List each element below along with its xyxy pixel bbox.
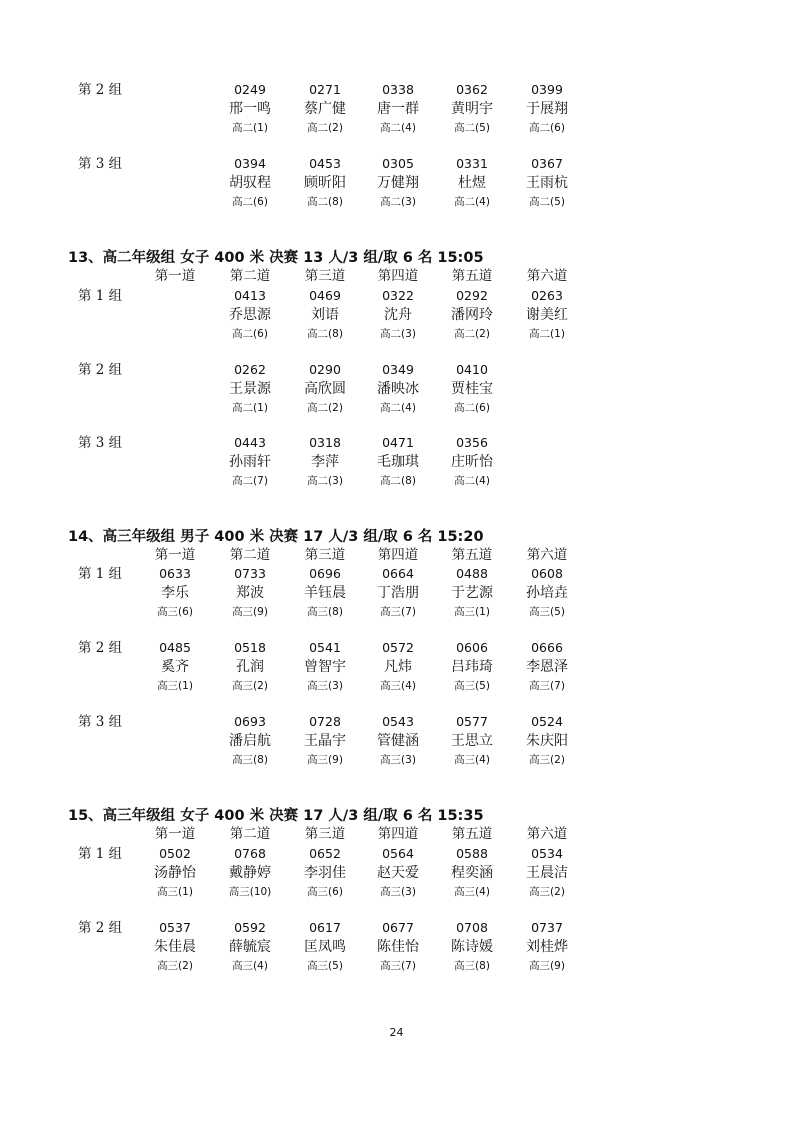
athlete-class: 高三(3) <box>380 754 416 766</box>
athlete-name: 孙雨轩 <box>229 454 271 470</box>
athlete-class: 高二(5) <box>529 196 565 208</box>
event-title: 15、高三年级组 女子 400 米 决赛 17 人/3 组/取 6 名 15:35 <box>68 808 484 824</box>
athlete-name: 孙培垚 <box>526 585 568 601</box>
sec12-group-2 <box>0 81 793 139</box>
bib-number: 0617 <box>309 920 341 935</box>
lane-label: 第四道 <box>377 268 419 284</box>
bib-number: 0768 <box>234 846 266 861</box>
bib-number: 0292 <box>456 288 488 303</box>
bib-number: 0537 <box>159 920 191 935</box>
sec13-group-2 <box>0 361 793 419</box>
lane-header-row <box>0 546 793 564</box>
athlete-class: 高三(8) <box>307 606 343 618</box>
lane-label: 第五道 <box>451 268 493 284</box>
athlete-name: 朱庆阳 <box>526 733 568 749</box>
athlete-name: 胡驭程 <box>229 175 271 191</box>
bib-number: 0677 <box>382 920 414 935</box>
athlete-name: 戴静婷 <box>229 865 271 881</box>
athlete-class: 高三(4) <box>232 960 268 972</box>
bib-number: 0262 <box>234 362 266 377</box>
athlete-name: 管健涵 <box>377 733 419 749</box>
bib-number: 0592 <box>234 920 266 935</box>
athlete-name: 刘桂烨 <box>526 939 568 955</box>
group-label: 第 1 组 <box>78 566 123 582</box>
athlete-name: 谢美红 <box>526 307 568 323</box>
group-label: 第 2 组 <box>78 640 123 656</box>
athlete-name: 蔡广健 <box>304 101 346 117</box>
athlete-class: 高三(7) <box>529 680 565 692</box>
lane-label: 第一道 <box>154 826 196 842</box>
bib-number: 0322 <box>382 288 414 303</box>
athlete-class: 高三(5) <box>529 606 565 618</box>
athlete-name: 黄明宇 <box>451 101 493 117</box>
bib-number: 0290 <box>309 362 341 377</box>
athlete-entry <box>427 434 517 489</box>
event-title: 13、高二年级组 女子 400 米 决赛 13 人/3 组/取 6 名 15:05 <box>68 250 484 266</box>
bib-number: 0471 <box>382 435 414 450</box>
athlete-name: 朱佳晨 <box>154 939 196 955</box>
athlete-name: 丁浩朋 <box>377 585 419 601</box>
bib-number: 0693 <box>234 714 266 729</box>
athlete-class: 高二(8) <box>307 328 343 340</box>
event-title: 14、高三年级组 男子 400 米 决赛 17 人/3 组/取 6 名 15:20 <box>68 529 484 545</box>
bib-number: 0413 <box>234 288 266 303</box>
athlete-name: 吕玮琦 <box>451 659 493 675</box>
bib-number: 0728 <box>309 714 341 729</box>
athlete-class: 高二(8) <box>380 475 416 487</box>
athlete-name: 孔润 <box>236 659 264 675</box>
athlete-name: 薛毓宸 <box>229 939 271 955</box>
athlete-class: 高二(4) <box>380 122 416 134</box>
sec13-group-3 <box>0 434 793 492</box>
bib-number: 0564 <box>382 846 414 861</box>
sec12-group-3 <box>0 155 793 213</box>
athlete-name: 王景源 <box>229 381 271 397</box>
athlete-name: 陈佳怡 <box>377 939 419 955</box>
athlete-class: 高三(5) <box>307 960 343 972</box>
athlete-class: 高三(8) <box>232 754 268 766</box>
athlete-class: 高二(8) <box>307 196 343 208</box>
bib-number: 0399 <box>531 82 563 97</box>
bib-number: 0485 <box>159 640 191 655</box>
athlete-name: 于艺源 <box>451 585 493 601</box>
athlete-name: 王晨洁 <box>526 865 568 881</box>
athlete-class: 高三(6) <box>307 886 343 898</box>
bib-number: 0338 <box>382 82 414 97</box>
athlete-class: 高三(10) <box>228 886 272 898</box>
group-label: 第 3 组 <box>78 156 123 172</box>
lane-label: 第三道 <box>304 547 346 563</box>
athlete-name: 曾智宇 <box>304 659 346 675</box>
group-label: 第 1 组 <box>78 846 123 862</box>
bib-number: 0577 <box>456 714 488 729</box>
athlete-class: 高三(2) <box>529 886 565 898</box>
athlete-entry <box>502 81 592 136</box>
athlete-entry <box>502 155 592 210</box>
group-label: 第 3 组 <box>78 435 123 451</box>
bib-number: 0737 <box>531 920 563 935</box>
athlete-class: 高三(7) <box>380 960 416 972</box>
bib-number: 0469 <box>309 288 341 303</box>
lane-label: 第一道 <box>154 268 196 284</box>
bib-number: 0606 <box>456 640 488 655</box>
athlete-name: 贾桂宝 <box>451 381 493 397</box>
athlete-class: 高二(6) <box>454 402 490 414</box>
lane-label: 第六道 <box>526 268 568 284</box>
bib-number: 0488 <box>456 566 488 581</box>
athlete-entry <box>427 361 517 416</box>
athlete-class: 高三(3) <box>307 680 343 692</box>
bib-number: 0362 <box>456 82 488 97</box>
athlete-name: 陈诗媛 <box>451 939 493 955</box>
bib-number: 0666 <box>531 640 563 655</box>
athlete-name: 邢一鸣 <box>229 101 271 117</box>
lane-label: 第三道 <box>304 268 346 284</box>
athlete-class: 高二(6) <box>232 328 268 340</box>
athlete-class: 高二(2) <box>307 402 343 414</box>
bib-number: 0696 <box>309 566 341 581</box>
lane-label: 第二道 <box>229 826 271 842</box>
athlete-class: 高二(2) <box>454 328 490 340</box>
bib-number: 0541 <box>309 640 341 655</box>
athlete-name: 李乐 <box>161 585 189 601</box>
bib-number: 0443 <box>234 435 266 450</box>
athlete-name: 王雨杭 <box>526 175 568 191</box>
page-number: 24 <box>389 1026 404 1039</box>
bib-number: 0249 <box>234 82 266 97</box>
bib-number: 0331 <box>456 156 488 171</box>
athlete-class: 高三(2) <box>157 960 193 972</box>
athlete-entry <box>502 713 592 768</box>
athlete-name: 高欣圆 <box>304 381 346 397</box>
bib-number: 0263 <box>531 288 563 303</box>
athlete-name: 潘启航 <box>229 733 271 749</box>
athlete-name: 王晶宇 <box>304 733 346 749</box>
lane-label: 第五道 <box>451 547 493 563</box>
athlete-entry <box>502 565 592 620</box>
athlete-name: 汤静怡 <box>154 865 196 881</box>
athlete-class: 高三(6) <box>157 606 193 618</box>
athlete-name: 李萍 <box>311 454 339 470</box>
athlete-name: 凡炜 <box>384 659 412 675</box>
lane-label: 第四道 <box>377 547 419 563</box>
athlete-name: 李恩泽 <box>526 659 568 675</box>
lane-label: 第三道 <box>304 826 346 842</box>
lane-label: 第二道 <box>229 268 271 284</box>
athlete-class: 高二(3) <box>380 196 416 208</box>
bib-number: 0608 <box>531 566 563 581</box>
athlete-class: 高二(3) <box>307 475 343 487</box>
athlete-name: 乔思源 <box>229 307 271 323</box>
lane-label: 第二道 <box>229 547 271 563</box>
athlete-class: 高三(8) <box>454 960 490 972</box>
athlete-class: 高二(4) <box>454 475 490 487</box>
athlete-class: 高三(4) <box>454 754 490 766</box>
athlete-entry <box>502 919 592 974</box>
sec14-group-1 <box>0 565 793 623</box>
group-label: 第 3 组 <box>78 714 123 730</box>
athlete-name: 程奕涵 <box>451 865 493 881</box>
athlete-class: 高三(4) <box>454 886 490 898</box>
athlete-class: 高三(3) <box>380 886 416 898</box>
athlete-class: 高二(4) <box>454 196 490 208</box>
athlete-entry <box>502 639 592 694</box>
lane-label: 第六道 <box>526 547 568 563</box>
bib-number: 0633 <box>159 566 191 581</box>
athlete-name: 万健翔 <box>377 175 419 191</box>
athlete-name: 杜煜 <box>458 175 486 191</box>
athlete-class: 高二(6) <box>232 196 268 208</box>
bib-number: 0367 <box>531 156 563 171</box>
athlete-class: 高三(1) <box>157 680 193 692</box>
athlete-class: 高二(7) <box>232 475 268 487</box>
group-label: 第 2 组 <box>78 362 123 378</box>
lane-label: 第六道 <box>526 826 568 842</box>
athlete-name: 羊钰晨 <box>304 585 346 601</box>
group-label: 第 2 组 <box>78 82 123 98</box>
athlete-class: 高三(1) <box>454 606 490 618</box>
bib-number: 0318 <box>309 435 341 450</box>
athlete-name: 匡凤鸣 <box>304 939 346 955</box>
bib-number: 0518 <box>234 640 266 655</box>
lane-label: 第一道 <box>154 547 196 563</box>
bib-number: 0356 <box>456 435 488 450</box>
bib-number: 0572 <box>382 640 414 655</box>
athlete-class: 高三(1) <box>157 886 193 898</box>
athlete-class: 高三(5) <box>454 680 490 692</box>
bib-number: 0305 <box>382 156 414 171</box>
bib-number: 0502 <box>159 846 191 861</box>
bib-number: 0708 <box>456 920 488 935</box>
bib-number: 0349 <box>382 362 414 377</box>
athlete-name: 庄昕怡 <box>451 454 493 470</box>
sec15-group-2 <box>0 919 793 977</box>
athlete-class: 高二(2) <box>307 122 343 134</box>
athlete-class: 高三(7) <box>380 606 416 618</box>
bib-number: 0534 <box>531 846 563 861</box>
athlete-name: 沈舟 <box>384 307 412 323</box>
bib-number: 0271 <box>309 82 341 97</box>
athlete-class: 高三(2) <box>529 754 565 766</box>
bib-number: 0733 <box>234 566 266 581</box>
athlete-name: 刘语 <box>311 307 339 323</box>
sec15-group-1 <box>0 845 793 903</box>
bib-number: 0652 <box>309 846 341 861</box>
lane-label: 第五道 <box>451 826 493 842</box>
athlete-name: 赵天爱 <box>377 865 419 881</box>
athlete-class: 高二(1) <box>232 122 268 134</box>
sec14-group-3 <box>0 713 793 771</box>
athlete-class: 高三(9) <box>529 960 565 972</box>
athlete-name: 王思立 <box>451 733 493 749</box>
athlete-name: 郑波 <box>236 585 264 601</box>
bib-number: 0524 <box>531 714 563 729</box>
athlete-class: 高三(9) <box>232 606 268 618</box>
athlete-class: 高二(3) <box>380 328 416 340</box>
athlete-class: 高二(5) <box>454 122 490 134</box>
athlete-class: 高二(6) <box>529 122 565 134</box>
athlete-class: 高三(9) <box>307 754 343 766</box>
athlete-class: 高三(2) <box>232 680 268 692</box>
sec14-group-2 <box>0 639 793 697</box>
bib-number: 0543 <box>382 714 414 729</box>
athlete-name: 潘网玲 <box>451 307 493 323</box>
bib-number: 0410 <box>456 362 488 377</box>
athlete-class: 高二(1) <box>232 402 268 414</box>
athlete-name: 奚齐 <box>161 659 189 675</box>
athlete-entry <box>502 845 592 900</box>
athlete-name: 顾昕阳 <box>304 175 346 191</box>
athlete-name: 毛珈琪 <box>377 454 419 470</box>
group-label: 第 1 组 <box>78 288 123 304</box>
athlete-entry <box>502 287 592 342</box>
athlete-name: 潘映冰 <box>377 381 419 397</box>
bib-number: 0394 <box>234 156 266 171</box>
athlete-name: 于展翔 <box>526 101 568 117</box>
bib-number: 0453 <box>309 156 341 171</box>
athlete-class: 高二(1) <box>529 328 565 340</box>
group-label: 第 2 组 <box>78 920 123 936</box>
sec13-group-1 <box>0 287 793 345</box>
athlete-name: 唐一群 <box>377 101 419 117</box>
athlete-class: 高三(4) <box>380 680 416 692</box>
athlete-name: 李羽佳 <box>304 865 346 881</box>
lane-header-row <box>0 825 793 843</box>
lane-header-row <box>0 267 793 285</box>
bib-number: 0664 <box>382 566 414 581</box>
athlete-class: 高二(4) <box>380 402 416 414</box>
lane-label: 第四道 <box>377 826 419 842</box>
bib-number: 0588 <box>456 846 488 861</box>
